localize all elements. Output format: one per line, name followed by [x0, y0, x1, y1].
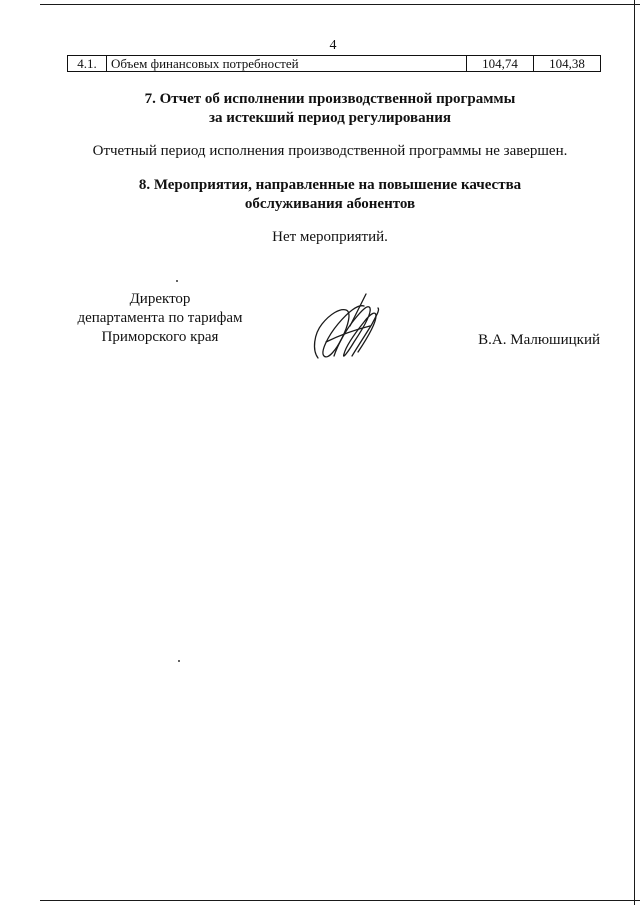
row-value-1-cell: 104,74 — [467, 56, 534, 72]
top-edge-line — [40, 4, 640, 5]
section-8-text: Нет мероприятий. — [272, 229, 388, 245]
bottom-edge-line — [40, 900, 640, 901]
section-7-title-line-2: за истекший период регулирования — [208, 110, 452, 126]
row-name-cell: Объем финансовых потребностей — [107, 56, 467, 72]
row-number-cell: 4.1. — [68, 56, 107, 72]
row-value-2-cell: 104,38 — [534, 56, 601, 72]
signatory-position-line-1: Директор — [129, 291, 191, 307]
financial-table — [67, 55, 601, 72]
signatory-position-line-3: Приморского края — [101, 329, 219, 345]
section-8-title-line-1: 8. Мероприятия, направленные на повышение качества — [138, 177, 522, 193]
signatory-position — [60, 290, 260, 347]
scan-speck — [178, 660, 180, 662]
table-row — [68, 56, 601, 72]
signatory-name: В.А. Малюшицкий — [478, 332, 600, 348]
handwritten-signature — [308, 290, 388, 370]
section-7-text: Отчетный период исполнения производственной программы не завершен. — [92, 143, 568, 159]
section-8-heading — [0, 176, 640, 214]
section-7-heading — [0, 90, 640, 128]
right-edge-line — [634, 0, 635, 905]
section-7-title-line-1: 7. Отчет об исполнении производственной программы — [144, 91, 516, 107]
section-8-title-line-2: обслуживания абонентов — [244, 196, 416, 212]
signatory-position-line-2: департамента по тарифам — [77, 310, 243, 326]
scan-speck — [176, 280, 178, 282]
page-number: 4 — [329, 38, 337, 53]
